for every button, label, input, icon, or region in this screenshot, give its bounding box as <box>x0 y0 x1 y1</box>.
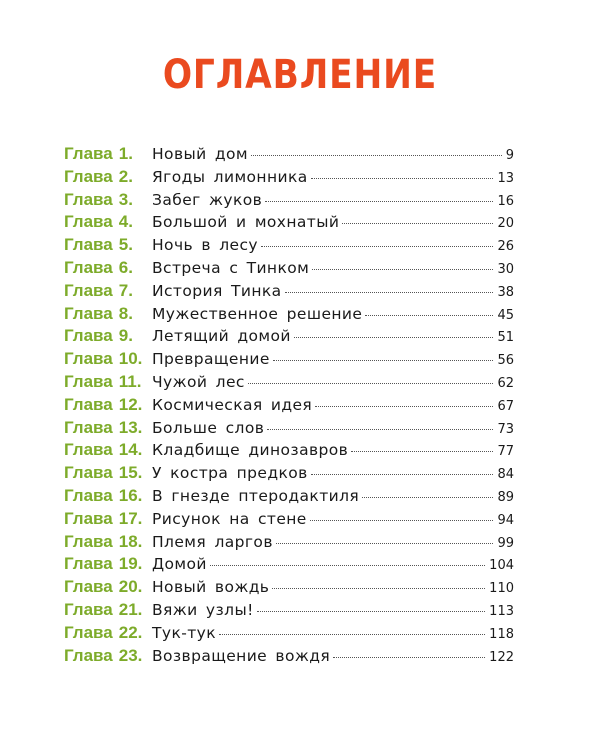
chapter-word: Глава <box>64 349 113 369</box>
toc-entry <box>64 212 514 235</box>
chapter-title: Кладбище динозавров <box>152 441 349 460</box>
page-number: 67 <box>497 398 514 414</box>
chapter-label <box>64 235 152 255</box>
dotted-leader <box>310 520 494 521</box>
chapter-word: Глава <box>64 212 113 232</box>
chapter-label <box>64 440 152 460</box>
chapter-number: 20. <box>118 577 143 597</box>
chapter-word: Глава <box>64 531 113 551</box>
dotted-leader <box>261 246 493 247</box>
dotted-leader <box>273 360 494 361</box>
toc-entry <box>64 646 514 669</box>
dotted-leader <box>251 155 502 156</box>
chapter-number: 5. <box>118 235 133 255</box>
toc-entry <box>64 372 514 395</box>
chapter-number: 3. <box>118 189 133 209</box>
chapter-title: Вяжи узлы! <box>152 600 254 619</box>
dotted-leader <box>311 474 494 475</box>
toc-entry <box>64 167 514 190</box>
chapter-label <box>64 509 152 529</box>
page-number: 62 <box>497 375 514 391</box>
dotted-leader <box>351 451 493 452</box>
chapter-title: Ночь в лесу <box>152 236 258 255</box>
page-number: 118 <box>489 626 514 642</box>
page-number: 20 <box>497 216 514 232</box>
chapter-number: 21. <box>118 599 143 619</box>
dotted-leader <box>362 497 493 498</box>
chapter-label <box>64 212 152 232</box>
chapter-label <box>64 349 152 369</box>
dotted-leader <box>285 292 494 293</box>
toc-entry <box>64 190 514 213</box>
toc-entry <box>64 418 514 441</box>
dotted-leader <box>365 315 493 316</box>
chapter-word: Глава <box>64 144 113 163</box>
chapter-word: Глава <box>64 394 113 414</box>
chapter-word: Глава <box>64 463 113 483</box>
chapter-number: 11. <box>118 371 142 391</box>
page-number: 26 <box>497 239 514 255</box>
chapter-number: 18. <box>118 531 143 551</box>
chapter-word: Глава <box>64 440 113 460</box>
page-number: 51 <box>497 330 514 346</box>
chapter-number: 4. <box>118 212 133 232</box>
chapter-number: 15. <box>118 463 143 483</box>
toc-entry <box>64 326 514 349</box>
dotted-leader <box>312 269 493 270</box>
chapter-word: Глава <box>64 645 113 665</box>
toc-entry <box>64 395 514 418</box>
page-number: 110 <box>489 581 514 597</box>
chapter-word: Глава <box>64 257 113 277</box>
dotted-leader <box>257 611 485 612</box>
page-number: 30 <box>497 261 514 277</box>
toc-entry <box>64 623 514 646</box>
toc-entry <box>64 509 514 532</box>
table-of-contents <box>64 144 514 668</box>
chapter-title: Космическая идея <box>152 395 313 414</box>
dotted-leader <box>210 565 485 566</box>
page-number: 38 <box>497 284 514 300</box>
toc-entry <box>64 235 514 258</box>
toc-entry <box>64 304 514 327</box>
chapter-word: Глава <box>64 599 113 619</box>
page-number: 89 <box>497 489 514 505</box>
chapter-label <box>64 532 152 552</box>
chapter-title: Ягоды лимонника <box>152 167 308 186</box>
page-number: 45 <box>497 307 514 323</box>
page-number: 84 <box>497 467 514 483</box>
chapter-number: 1. <box>118 144 133 163</box>
chapter-number: 23. <box>118 645 143 665</box>
chapter-label <box>64 190 152 210</box>
chapter-title: Забег жуков <box>152 190 263 209</box>
chapter-label <box>64 258 152 278</box>
chapter-label <box>64 167 152 187</box>
chapter-label <box>64 372 152 392</box>
toc-entry <box>64 463 514 486</box>
chapter-label <box>64 646 152 666</box>
toc-entry <box>64 440 514 463</box>
chapter-word: Глава <box>64 326 113 346</box>
chapter-number: 14. <box>118 440 143 460</box>
chapter-title: Тук-тук <box>152 623 216 642</box>
chapter-title: История Тинка <box>152 281 282 300</box>
chapter-number: 7. <box>118 280 133 300</box>
dotted-leader <box>333 657 485 658</box>
chapter-number: 22. <box>118 622 143 642</box>
chapter-title: Новый вождь <box>152 578 270 597</box>
chapter-label <box>64 600 152 620</box>
chapter-label <box>64 577 152 597</box>
page-number: 99 <box>497 535 514 551</box>
chapter-word: Глава <box>64 485 113 505</box>
dotted-leader <box>272 588 485 589</box>
toc-entry <box>64 486 514 509</box>
page-number: 9 <box>505 148 514 163</box>
chapter-word: Глава <box>64 622 113 642</box>
chapter-label <box>64 395 152 415</box>
chapter-word: Глава <box>64 280 113 300</box>
chapter-number: 10. <box>118 349 143 369</box>
chapter-label <box>64 418 152 438</box>
chapter-number: 8. <box>118 303 133 323</box>
chapter-title: Встреча с Тинком <box>152 258 310 277</box>
dotted-leader <box>267 429 493 430</box>
page-number: 104 <box>489 558 514 574</box>
chapter-label <box>64 326 152 346</box>
chapter-title: Мужественное решение <box>152 304 363 323</box>
chapter-number: 16. <box>118 485 143 505</box>
chapter-number: 2. <box>118 166 133 186</box>
chapter-title: Новый дом <box>152 145 249 163</box>
dotted-leader <box>294 337 494 338</box>
page-number: 77 <box>497 444 514 460</box>
dotted-leader <box>311 178 494 179</box>
toc-entry <box>64 144 514 167</box>
page-number: 94 <box>497 512 514 528</box>
dotted-leader <box>342 223 493 224</box>
toc-entry <box>64 532 514 555</box>
toc-entry <box>64 554 514 577</box>
dotted-leader <box>315 406 493 407</box>
chapter-title: Племя ларгов <box>152 532 273 551</box>
chapter-word: Глава <box>64 235 113 255</box>
page-number: 56 <box>497 353 514 369</box>
chapter-label <box>64 304 152 324</box>
page-number: 122 <box>489 649 514 665</box>
chapter-word: Глава <box>64 371 113 391</box>
chapter-label <box>64 623 152 643</box>
chapter-label <box>64 463 152 483</box>
chapter-label <box>64 281 152 301</box>
dotted-leader <box>219 634 485 635</box>
toc-entry <box>64 258 514 281</box>
chapter-label <box>64 144 152 164</box>
chapter-title: Превращение <box>152 350 270 369</box>
toc-entry <box>64 577 514 600</box>
chapter-word: Глава <box>64 577 113 597</box>
page-title: ОГЛАВЛЕНИЕ <box>162 52 438 98</box>
chapter-word: Глава <box>64 189 113 209</box>
chapter-label <box>64 486 152 506</box>
chapter-number: 9. <box>118 326 133 346</box>
chapter-number: 19. <box>118 554 143 574</box>
chapter-word: Глава <box>64 554 113 574</box>
page-number: 73 <box>497 421 514 437</box>
dotted-leader <box>276 543 494 544</box>
chapter-title: Домой <box>152 555 207 574</box>
chapter-number: 6. <box>118 257 133 277</box>
dotted-leader <box>265 201 493 202</box>
dotted-leader <box>248 383 494 384</box>
chapter-title: Большой и мохнатый <box>152 213 340 232</box>
chapter-title: У костра предков <box>152 464 308 483</box>
chapter-title: Возвращение вождя <box>152 646 331 665</box>
chapter-number: 12. <box>118 394 143 414</box>
chapter-title: Чужой лес <box>152 372 245 391</box>
chapter-label <box>64 554 152 574</box>
chapter-title: В гнезде птеродактиля <box>152 486 360 505</box>
toc-entry <box>64 349 514 372</box>
chapter-word: Глава <box>64 166 113 186</box>
chapter-number: 13. <box>118 417 143 437</box>
page-number: 16 <box>497 193 514 209</box>
chapter-number: 17. <box>118 508 143 528</box>
chapter-title: Летящий домой <box>152 327 291 346</box>
chapter-title: Рисунок на стене <box>152 509 307 528</box>
chapter-word: Глава <box>64 417 113 437</box>
chapter-word: Глава <box>64 303 113 323</box>
toc-entry <box>64 281 514 304</box>
chapter-title: Больше слов <box>152 418 265 437</box>
chapter-word: Глава <box>64 508 113 528</box>
page-number: 13 <box>497 170 514 186</box>
page-number: 113 <box>489 603 514 619</box>
toc-entry <box>64 600 514 623</box>
